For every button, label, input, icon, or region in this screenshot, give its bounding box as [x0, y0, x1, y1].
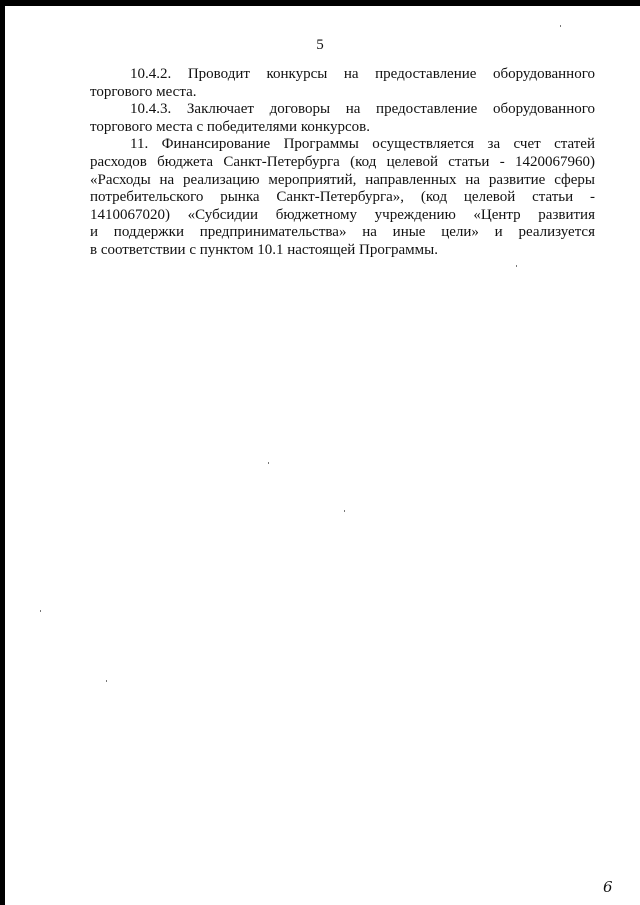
scan-speck — [106, 680, 107, 682]
paragraph-10-4-2-line-1: 10.4.2. Проводит конкурсы на предоставление оборудованного — [130, 66, 595, 82]
page-number: 5 — [316, 37, 324, 53]
paragraph-10-4-3-line-2: торгового места с победителями конкурсов. — [90, 118, 370, 135]
paragraph-11-line-3: «Расходы на реализацию мероприятий, направленных на развитие сферы — [90, 171, 595, 188]
paragraph-11-line-2: расходов бюджета Санкт-Петербурга (код целевой статьи - 1420067960) — [90, 153, 595, 170]
paragraph-11-line-4: потребительского рынка Санкт-Петербурга», (код целевой статьи - — [90, 189, 595, 206]
handwritten-page-mark: 6 — [603, 878, 613, 896]
scan-speck — [344, 510, 345, 512]
scan-speck — [40, 610, 41, 612]
paragraph-10-4-2-line-2: торгового места. — [90, 83, 197, 100]
scan-speck — [560, 25, 561, 27]
paragraph-11-line-7: в соответствии с пунктом 10.1 настоящей Программы. — [90, 241, 438, 258]
paragraph-11-line-1: 11. Финансирование Программы осуществляется за счет статей — [130, 136, 595, 153]
scan-speck — [268, 462, 269, 464]
paragraph-11-line-5: 1410067020) «Субсидии бюджетному учреждению «Центр развития — [90, 206, 595, 223]
scan-border-top — [0, 0, 640, 6]
paragraph-10-4-3-line-1: 10.4.3. Заключает договоры на предоставление оборудованного — [130, 101, 595, 118]
document-body — [90, 66, 595, 260]
paragraph-11-line-6: и поддержки предпринимательства» на иные цели» и реализуется — [90, 224, 595, 241]
scan-border-left — [0, 0, 5, 905]
scan-speck — [516, 265, 517, 267]
